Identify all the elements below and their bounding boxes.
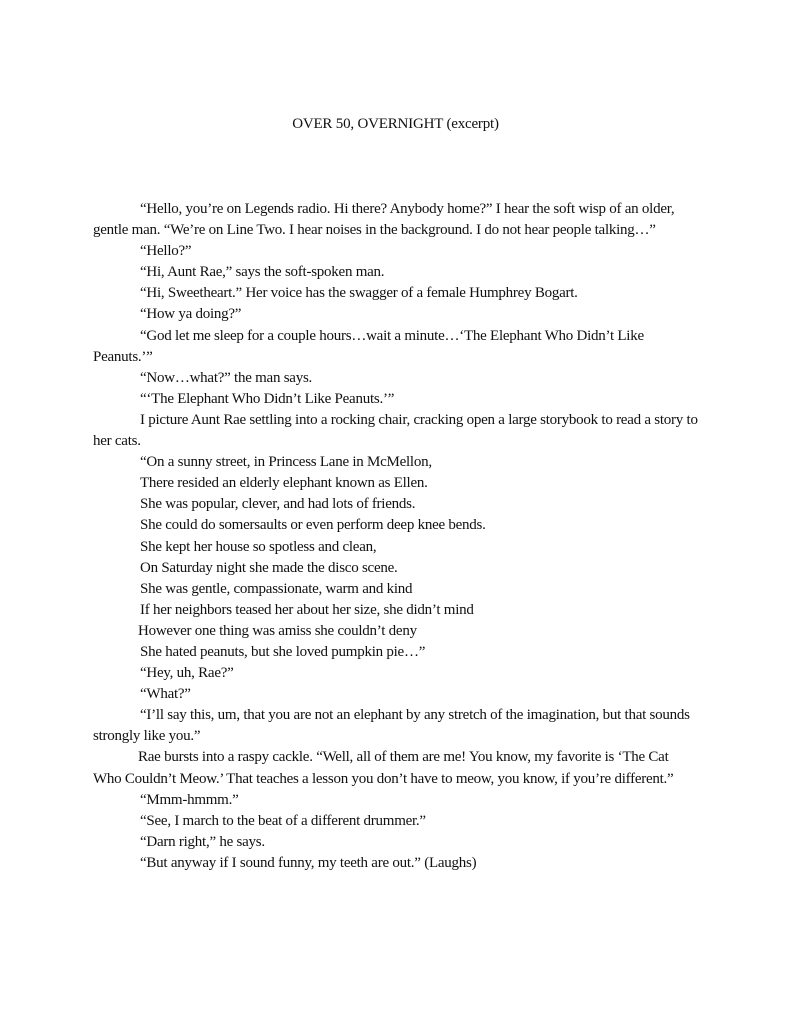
- paragraph: “Hi, Sweetheart.” Her voice has the swagger of a female Humphrey Bogart.: [140, 285, 578, 302]
- poem-line: If her neighbors teased her about her size, she didn’t mind: [140, 601, 474, 618]
- paragraph: “How ya doing?”: [140, 306, 242, 323]
- paragraph: “God let me sleep for a couple hours…wait a minute…‘The Elephant Who Didn’t Like Peanuts.’”: [93, 327, 644, 365]
- paragraph: “See, I march to the beat of a different drummer.”: [140, 812, 426, 829]
- paragraph: “Hello?”: [140, 243, 192, 260]
- paragraph: “But anyway if I sound funny, my teeth are out.” (Laughs): [140, 854, 477, 871]
- poem-line: She hated peanuts, but she loved pumpkin pie…”: [140, 643, 426, 660]
- paragraph: “Now…what?” the man says.: [140, 369, 313, 386]
- paragraph: “Hey, uh, Rae?”: [140, 665, 234, 682]
- poem-line: She was popular, clever, and had lots of friends.: [140, 496, 416, 513]
- paragraph: “Hello, you’re on Legends radio. Hi there? Anybody home?” I hear the soft wisp of an older, gentle man. “We’re on Line Two. I hear noises in the background. I do not hear people talking…”: [93, 201, 675, 239]
- paragraph: “Darn right,” he says.: [140, 833, 265, 850]
- poem-line: However one thing was amiss she couldn’t deny: [138, 622, 417, 639]
- paragraph: I picture Aunt Rae settling into a rocking chair, cracking open a large storybook to read a story to her cats.: [93, 411, 698, 450]
- document-title: OVER 50, OVERNIGHT (excerpt): [292, 116, 499, 132]
- poem-line: There resided an elderly elephant known as Ellen.: [140, 475, 428, 492]
- paragraph: “‘The Elephant Who Didn’t Like Peanuts.’”: [140, 390, 395, 407]
- paragraph: Rae bursts into a raspy cackle. “Well, all of them are me! You know, my favorite is ‘The Cat Who Couldn’t Meow.’ That teaches a lesson you don’t have to meow, you know, if you’re different.”: [93, 749, 674, 787]
- poem-line: On Saturday night she made the disco scene.: [140, 559, 398, 576]
- poem-line: She could do somersaults or even perform deep knee bends.: [140, 517, 486, 534]
- document-body: [93, 199, 699, 874]
- poem-line: She was gentle, compassionate, warm and kind: [140, 580, 413, 597]
- paragraph: “What?”: [140, 686, 191, 703]
- paragraph: “Hi, Aunt Rae,” says the soft-spoken man.: [140, 264, 385, 281]
- poem-line: She kept her house so spotless and clean,: [140, 538, 377, 555]
- paragraph: “I’ll say this, um, that you are not an elephant by any stretch of the imagination, but that sounds strongly like you.”: [93, 707, 690, 745]
- poem-line: “On a sunny street, in Princess Lane in McMellon,: [140, 454, 432, 471]
- paragraph: “Mmm-hmmm.”: [140, 791, 239, 808]
